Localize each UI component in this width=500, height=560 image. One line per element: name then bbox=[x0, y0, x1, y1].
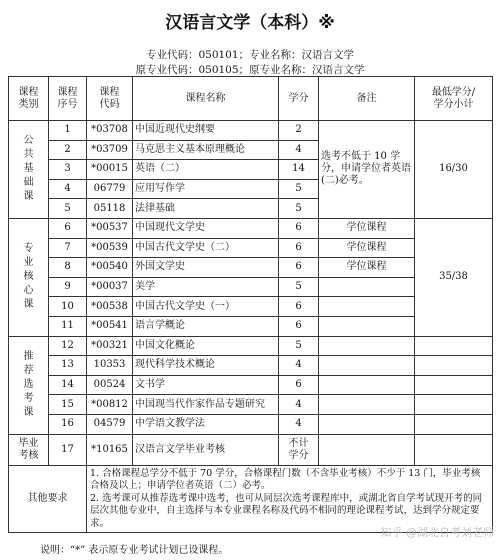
header-min-credit: 最低学分/ 学分小计 bbox=[415, 77, 493, 121]
min-credit-cell bbox=[415, 375, 493, 395]
watermark: 知乎 @湖北自考刘老师 bbox=[380, 526, 494, 539]
remark-cell: 学位课程 bbox=[319, 258, 415, 278]
code-cell: *00321 bbox=[87, 336, 133, 356]
major-code-line: 专业代码：050101；专业名称：汉语言文学 bbox=[145, 49, 355, 61]
credit-cell: 6 bbox=[279, 238, 319, 258]
remark-cell: 选考不低于 10 学分，申请学位者英语(二)必考。 bbox=[319, 121, 415, 219]
table-row bbox=[9, 218, 493, 238]
header-seq: 课程 序号 bbox=[49, 77, 87, 121]
credit-cell: 6 bbox=[279, 316, 319, 336]
category-cell: 公 共 基 础 课 bbox=[9, 121, 49, 219]
code-cell: *00037 bbox=[87, 277, 133, 297]
credit-cell: 4 bbox=[279, 356, 319, 376]
credit-cell: 2 bbox=[279, 121, 319, 141]
code-cell: 04579 bbox=[87, 414, 133, 434]
seq-cell: 8 bbox=[49, 258, 87, 278]
code-cell: 06779 bbox=[87, 179, 133, 199]
table-row bbox=[9, 356, 493, 376]
seq-cell: 13 bbox=[49, 356, 87, 376]
remark-cell bbox=[319, 414, 415, 434]
min-credit-cell bbox=[415, 395, 493, 415]
course-name-cell: 汉语言文学毕业考核 bbox=[133, 434, 279, 465]
credit-cell: 不计 学分 bbox=[279, 434, 319, 465]
min-credit-cell bbox=[415, 414, 493, 434]
course-name-cell: 应用写作学 bbox=[133, 179, 279, 199]
credit-cell: 4 bbox=[279, 140, 319, 160]
category-cell: 推 荐 选 考 课 bbox=[9, 336, 49, 434]
seq-cell: 5 bbox=[49, 199, 87, 219]
code-cell: *10165 bbox=[87, 434, 133, 465]
code-cell: *00015 bbox=[87, 160, 133, 180]
remark-cell bbox=[319, 277, 415, 297]
code-cell: *00540 bbox=[87, 258, 133, 278]
course-name-cell: 美学 bbox=[133, 277, 279, 297]
course-name-cell: 语言学概论 bbox=[133, 316, 279, 336]
min-credit-cell: 16/30 bbox=[415, 121, 493, 219]
seq-cell: 10 bbox=[49, 297, 87, 317]
header-category: 课程 类别 bbox=[9, 77, 49, 121]
min-credit-cell: 35/38 bbox=[415, 218, 493, 336]
credit-cell: 5 bbox=[279, 179, 319, 199]
code-cell: *00539 bbox=[87, 238, 133, 258]
seq-cell: 1 bbox=[49, 121, 87, 141]
remark-cell bbox=[319, 316, 415, 336]
course-name-cell: 中国古代文学史（一） bbox=[133, 297, 279, 317]
seq-cell: 9 bbox=[49, 277, 87, 297]
min-credit-cell bbox=[415, 336, 493, 356]
seq-cell: 15 bbox=[49, 395, 87, 415]
remark-cell bbox=[319, 434, 415, 465]
seq-cell: 7 bbox=[49, 238, 87, 258]
course-name-cell: 中国古代文学史（二） bbox=[133, 238, 279, 258]
other-requirements-row bbox=[9, 465, 493, 533]
course-name-cell: 中国现代文学史 bbox=[133, 218, 279, 238]
code-cell: *00812 bbox=[87, 395, 133, 415]
seq-cell: 14 bbox=[49, 375, 87, 395]
header-credit: 学分 bbox=[279, 77, 319, 121]
seq-cell: 3 bbox=[49, 160, 87, 180]
seq-cell: 17 bbox=[49, 434, 87, 465]
remark-cell bbox=[319, 375, 415, 395]
graduation-row bbox=[9, 434, 493, 465]
course-name-cell: 中国现当代作家作品专题研究 bbox=[133, 395, 279, 415]
table-row bbox=[9, 336, 493, 356]
remark-cell bbox=[319, 395, 415, 415]
table-row bbox=[9, 121, 493, 141]
credit-cell: 14 bbox=[279, 160, 319, 180]
credit-cell: 6 bbox=[279, 258, 319, 278]
category-cell: 毕业 考核 bbox=[9, 434, 49, 465]
table-row bbox=[9, 375, 493, 395]
credit-cell: 5 bbox=[279, 277, 319, 297]
table-row bbox=[9, 395, 493, 415]
seq-cell: 6 bbox=[49, 218, 87, 238]
other-requirements-label: 其他要求 bbox=[9, 465, 87, 533]
course-name-cell: 中国近现代史纲要 bbox=[133, 121, 279, 141]
seq-cell: 4 bbox=[49, 179, 87, 199]
remark-cell: 学位课程 bbox=[319, 238, 415, 258]
remark-cell: 学位课程 bbox=[319, 218, 415, 238]
course-name-cell: 外国文学史 bbox=[133, 258, 279, 278]
code-cell: *00537 bbox=[87, 218, 133, 238]
credit-cell: 6 bbox=[279, 297, 319, 317]
course-name-cell: 法律基础 bbox=[133, 199, 279, 219]
category-cell: 专 业 核 心 课 bbox=[9, 218, 49, 336]
code-cell: *03708 bbox=[87, 121, 133, 141]
original-major-code-line: 原专业代码：050105；原专业名称：汉语言文学 bbox=[135, 64, 365, 76]
credit-cell: 6 bbox=[279, 375, 319, 395]
header-remark: 备注 bbox=[319, 77, 415, 121]
credit-cell: 5 bbox=[279, 199, 319, 219]
footnote: 说明：“*” 表示原专业考试计划已设课程。 bbox=[40, 545, 229, 556]
other-requirements-text bbox=[87, 465, 493, 533]
curriculum-table bbox=[8, 76, 493, 533]
code-cell: 10353 bbox=[87, 356, 133, 376]
course-name-cell: 中学语文教学法 bbox=[133, 414, 279, 434]
credit-cell: 6 bbox=[279, 218, 319, 238]
credit-cell: 4 bbox=[279, 395, 319, 415]
page-title: 汉语言文学（本科）※ bbox=[165, 13, 335, 33]
code-cell: 05118 bbox=[87, 199, 133, 219]
seq-cell: 2 bbox=[49, 140, 87, 160]
min-credit-cell bbox=[415, 434, 493, 465]
remark-cell bbox=[319, 336, 415, 356]
header-name: 课程名称 bbox=[133, 77, 279, 121]
course-name-cell: 文书学 bbox=[133, 375, 279, 395]
code-cell: *03709 bbox=[87, 140, 133, 160]
course-name-cell: 英语（二） bbox=[133, 160, 279, 180]
seq-cell: 11 bbox=[49, 316, 87, 336]
course-name-cell: 现代科学技术概论 bbox=[133, 356, 279, 376]
code-cell: *00538 bbox=[87, 297, 133, 317]
code-cell: 00524 bbox=[87, 375, 133, 395]
requirement-item: 1. 合格课程总学分不低于 70 学分，合格课程门数（不含毕业考核）不少于 13 门，毕业考核合格及以上；申请学位者英语（二）必考。 bbox=[90, 467, 481, 491]
course-name-cell: 中国文化概论 bbox=[133, 336, 279, 356]
seq-cell: 16 bbox=[49, 414, 87, 434]
table-row bbox=[9, 414, 493, 434]
min-credit-cell bbox=[415, 356, 493, 376]
credit-cell: 4 bbox=[279, 414, 319, 434]
remark-cell bbox=[319, 297, 415, 317]
code-cell: *00541 bbox=[87, 316, 133, 336]
seq-cell: 12 bbox=[49, 336, 87, 356]
course-name-cell: 马克思主义基本原理概论 bbox=[133, 140, 279, 160]
table-header-row bbox=[9, 77, 493, 121]
remark-cell bbox=[319, 356, 415, 376]
credit-cell: 5 bbox=[279, 336, 319, 356]
header-code: 课程 代码 bbox=[87, 77, 133, 121]
requirement-item: 2. 选考课可从推荐选考课中选考，也可从同层次选考课程库中，或湖北省自学考试现开考的同层次其他专业中，自主选择与本专业课程名称及代码不相同的理论课程考试，达到学分规定要求。 bbox=[90, 492, 483, 529]
